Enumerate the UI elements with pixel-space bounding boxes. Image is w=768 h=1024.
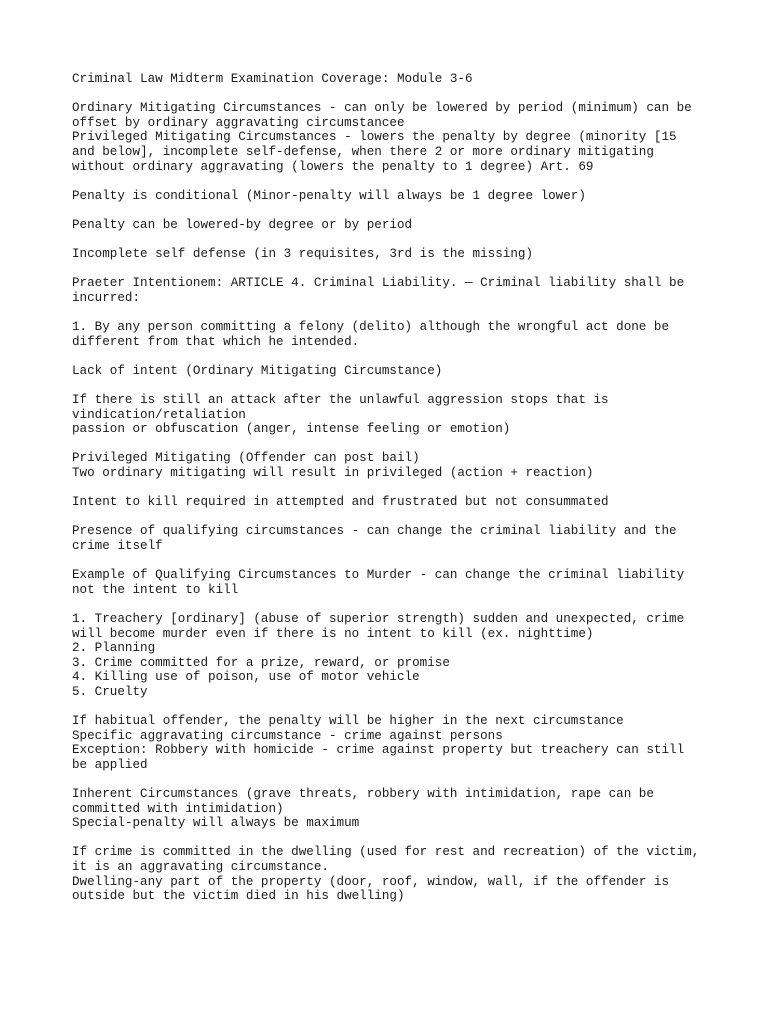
text-line: Privileged Mitigating Circumstances - lowers the penalty by degree (minority [15: [72, 130, 677, 145]
text-line: If crime is committed in the dwelling (used for rest and recreation) of the victim,: [72, 845, 700, 860]
paragraph: [72, 276, 712, 305]
text-line: not the intent to kill: [72, 582, 239, 597]
text-line: Intent to kill required in attempted and frustrated but not consummated: [72, 495, 609, 510]
text-line: Criminal Law Midterm Examination Coverage: Module 3-6: [72, 72, 473, 86]
text-line: Exception: Robbery with homicide - crime against property but treachery can still: [72, 743, 685, 758]
text-line: Ordinary Mitigating Circumstances - can only be lowered by period (minimum) can be: [72, 101, 692, 116]
text-line: crime itself: [72, 539, 163, 553]
text-line: will become murder even if there is no intent to kill (ex. nighttime): [72, 626, 594, 641]
text-line: 2. Planning: [72, 641, 156, 656]
text-line: outside but the victim died in his dwelling): [72, 889, 405, 904]
paragraph: [72, 495, 712, 510]
paragraph: [72, 72, 712, 87]
paragraph: [72, 393, 712, 437]
text-line: 3. Crime committed for a prize, reward, or promise: [72, 655, 450, 670]
text-line: Praeter Intentionem: ARTICLE 4. Criminal Liability. — Criminal liability shall be: [72, 276, 685, 291]
paragraph: [72, 364, 712, 379]
text-line: offset by ordinary aggravating circumstancee: [72, 115, 405, 130]
paragraph: [72, 247, 712, 262]
text-line: 5. Cruelty: [72, 684, 148, 699]
text-line: and below], incomplete self-defense, when there 2 or more ordinary mitigating: [72, 144, 654, 159]
text-line: without ordinary aggravating (lowers the penalty to 1 degree) Art. 69: [72, 159, 594, 174]
text-line: 1. Treachery [ordinary] (abuse of superior strength) sudden and unexpected, crime: [72, 611, 685, 626]
text-line: Privileged Mitigating (Offender can post bail): [72, 451, 420, 466]
paragraph: [72, 568, 712, 597]
paragraph: [72, 451, 712, 480]
text-line: Two ordinary mitigating will result in privileged (action + reaction): [72, 466, 594, 481]
text-line: Specific aggravating circumstance - crime against persons: [72, 728, 503, 743]
text-line: vindication/retaliation: [72, 407, 246, 422]
paragraph: [72, 714, 712, 772]
text-line: Example of Qualifying Circumstances to Murder - can change the criminal liability: [72, 568, 685, 583]
text-line: If habitual offender, the penalty will be higher in the next circumstance: [72, 714, 624, 729]
text-line: Incomplete self defense (in 3 requisites, 3rd is the missing): [72, 247, 534, 262]
text-line: Inherent Circumstances (grave threats, robbery with intimidation, rape can be: [72, 787, 654, 802]
paragraph: [72, 845, 712, 903]
text-line: committed with intimidation): [72, 801, 284, 816]
text-line: different from that which he intended.: [72, 334, 360, 349]
paragraph: [72, 189, 712, 204]
text-line: Lack of intent (Ordinary Mitigating Circumstance): [72, 363, 443, 378]
text-line: Penalty is conditional (Minor-penalty will always be 1 degree lower): [72, 188, 586, 203]
text-line: 4. Killing use of poison, use of motor vehicle: [72, 670, 420, 685]
text-line: Penalty can be lowered-by degree or by period: [72, 217, 413, 232]
text-line: Dwelling-any part of the property (door, roof, window, wall, if the offender is: [72, 874, 670, 889]
text-line: Special-penalty will always be maximum: [72, 816, 360, 831]
text-line: 1. By any person committing a felony (delito) although the wrongful act done be: [72, 320, 670, 335]
paragraph: [72, 787, 712, 831]
text-line: Presence of qualifying circumstances - can change the criminal liability and the: [72, 524, 677, 539]
paragraph: [72, 320, 712, 349]
text-line: it is an aggravating circumstance.: [72, 860, 329, 875]
text-line: incurred:: [72, 290, 141, 305]
paragraph: [72, 218, 712, 233]
paragraph: [72, 101, 712, 174]
text-line: passion or obfuscation (anger, intense feeling or emotion): [72, 422, 511, 437]
document-body: [72, 72, 712, 918]
paragraph: [72, 524, 712, 553]
text-line: be applied: [72, 757, 148, 772]
text-line: If there is still an attack after the unlawful aggression stops that is: [72, 393, 609, 408]
paragraph: [72, 612, 712, 700]
